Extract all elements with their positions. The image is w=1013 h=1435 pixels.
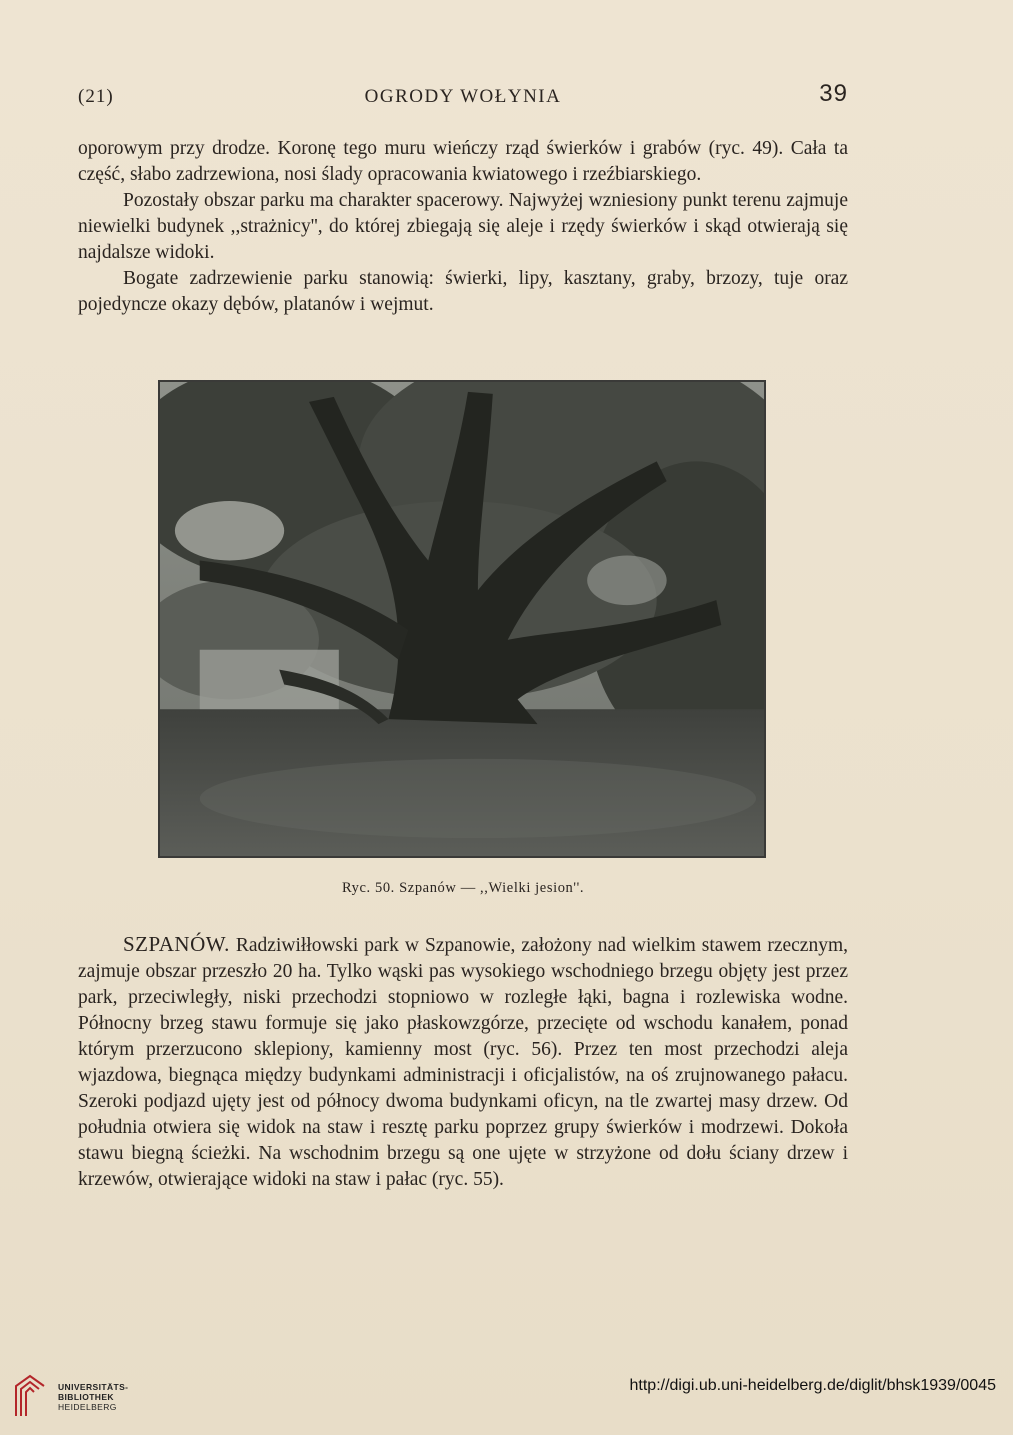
text-block-top — [78, 136, 848, 318]
source-url[interactable]: http://digi.ub.uni-heidelberg.de/diglit/bhsk1939/0045 — [629, 1377, 996, 1394]
library-name-line3: HEIDELBERG — [58, 1402, 117, 1412]
paragraph-szpanow-text: Radziwiłłowski park w Szpanowie, założony nad wielkim stawem rzecznym, zajmuje obszar przeszło 20 ha. Tylko wąski pas wysokiego wschodniego brzegu objęty jest przez park, przeciwległy, niski przechodzi stopniowo w rozległe łąki, bagna i rozlewiska wodne. Północny brzeg stawu formuje się jako płaskowzgórze, przecięte od wschodu kanałem, ponad którym przerzucono sklepiony, kamienny most (ryc. 56). Przez ten most przechodzi aleja wjazdowa, biegnąca między budynkami administracji i oficjalistów, na oś zrujnowanego pałacu. Szeroki podjazd ujęty jest od północy dwoma budynkami oficyn, na tle zwartej masy drzew. Od południa otwiera się widok na staw i resztę parku poprzez grupy świerków i modrzewi. Dokoła stawu biegną ścieżki. Na wschodnim brzegu są one ujęte w strzyżone od dołu ściany drzew i krzewów, otwierające widoki na staw i pałac (ryc. 55). — [78, 935, 848, 1190]
paragraph-2: Pozostały obszar parku ma charakter spacerowy. Najwyżej wzniesiony punkt terenu zajmuje niewielki budynek ,,strażnicy'', do której zbiegają się aleje i rzędy świerków i skąd otwierają się najdalsze widoki. — [78, 190, 848, 263]
tree-photograph — [158, 380, 766, 858]
header-title: OGRODY WOŁYNIA — [364, 86, 562, 107]
page-number: 39 — [819, 80, 848, 107]
library-logo — [12, 1372, 172, 1422]
section-lead: SZPANÓW. — [123, 932, 230, 956]
paragraph-3: Bogate zadrzewienie parku stanowią: świerki, lipy, kasztany, graby, brzozy, tuje oraz pojedyncze okazy dębów, platanów i wejmut. — [78, 268, 848, 315]
paragraph-1: oporowym przy drodze. Koronę tego muru wieńczy rząd świerków i grabów (ryc. 49). Cała ta część, słabo zadrzewiona, nosi ślady opracowania kwiatowego i rzeźbiarskiego. — [78, 138, 848, 185]
figure-caption: Ryc. 50. Szpanów — ,,Wielki jesion''. — [341, 880, 585, 896]
header-section-number: (21) — [78, 86, 114, 107]
text-block-bottom — [78, 931, 848, 1193]
library-logo-icon — [12, 1372, 48, 1420]
library-name-line1: UNIVERSITÄTS- — [58, 1382, 129, 1392]
running-header — [78, 80, 848, 112]
paragraph-szpanow — [78, 931, 848, 1193]
library-name-line2: BIBLIOTHEK — [58, 1392, 114, 1402]
